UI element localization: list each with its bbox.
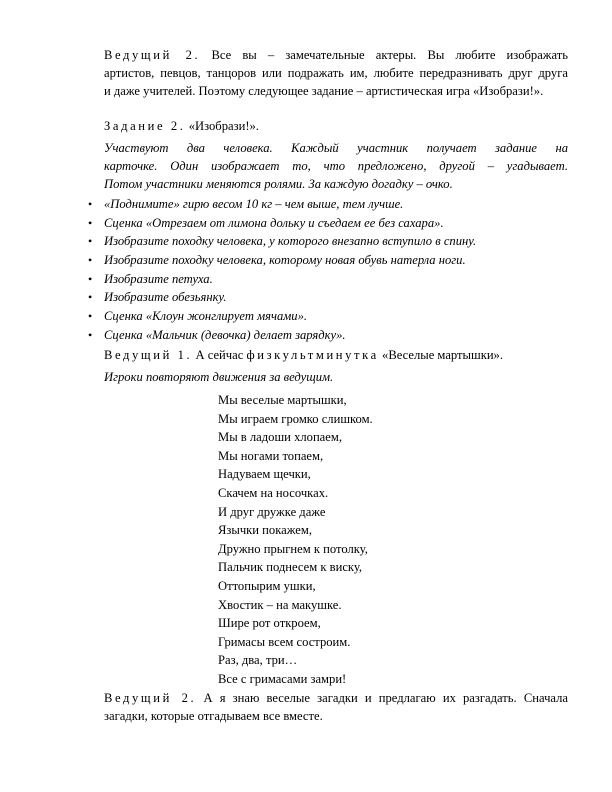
bullet-marker: • [88,215,93,230]
task-list [85,195,568,345]
poem-line: Дружно прыгнем к потолку, [218,541,368,556]
paragraph-host1-warmup: Ведущий 1. А сейчас физкультминутка «Веселые мартышки». [104,348,504,362]
bullet-marker: • [88,253,93,268]
list-item: • Изобразите походку человека, которому новая обувь натерла ноги. [88,253,466,268]
speaker-label: Ведущий 2. [104,691,197,705]
text-line: А я знаю веселые загадки и предлагаю их разгадать. Сначала [203,691,568,705]
list-item: • Сценка «Мальчик (девочка) делает зарядку». [88,327,346,342]
poem-line: Мы играем громко слишком. [218,411,373,426]
list-item: • Изобразите петуха. [88,271,213,286]
speaker-label: Ведущий 2. [104,48,201,62]
speaker-label: Ведущий 1. [104,348,193,362]
poem-line: Пальчик поднесем к виску, [218,560,363,575]
text-line: артистов, певцов, танцоров или подражать им, любите передразнивать друг друга [104,66,568,80]
text-line: Все вы – замечательные актеры. Вы любите изображать [211,48,568,62]
bullet-marker: • [88,197,93,211]
poem-line: Гримасы всем состроим. [218,634,351,649]
text-line: карточке. Один изображает то, что предложено, другой – угадывает. [104,159,568,173]
poem-line: И друг дружке даже [218,504,326,519]
text-line: загадки, которые отгадываем все вместе. [104,709,323,723]
text-line: и даже учителей. Поэтому следующее задание – артистическая игра «Изобрази!». [104,84,544,98]
poem-line: Мы ногами топаем, [218,448,324,463]
poem-line: Надуваем щечки, [218,467,311,482]
poem-line: Скачем на носочках. [218,485,329,500]
poem-line: Язычки покажем, [218,523,312,538]
poem-line: Мы веселые мартышки, [218,393,347,407]
bullet-marker: • [88,234,93,249]
list-item: • Изобразите обезьянку. [88,290,227,305]
list-item: • Изобразите походку человека, у которого внезапно вступило в спину. [88,234,477,249]
text-line: Потом участники меняются ролями. За каждую догадку – очко. [104,177,453,191]
paragraph-host2-riddles [85,689,568,725]
poem-line: Все с гримасами замри! [218,671,347,686]
bullet-marker: • [88,327,93,342]
poem-line: Шире рот откроем, [218,616,321,631]
bullet-marker: • [88,290,93,305]
list-item: • «Поднимите» гирю весом 10 кг – чем выше, тем лучше. [88,197,404,211]
task-title: «Изобрази!». [188,119,259,133]
list-item: • Сценка «Отрезаем от лимона дольку и съедаем ее без сахара». [88,215,444,230]
poem-line: Мы в ладоши хлопаем, [218,430,342,445]
task-heading [85,117,568,135]
paragraph-host2-intro [85,46,568,100]
poem-line: Хвостик – на макушке. [218,597,342,612]
poem-line: Оттопырим ушки, [218,578,316,593]
poem [218,391,373,689]
task-label: Задание 2. [104,119,186,133]
bullet-marker: • [88,271,93,286]
emphasized-word: физкультминутка [246,348,379,362]
paragraph-instruction: Игроки повторяют движения за ведущим. [104,370,334,384]
list-item: • Сценка «Клоун жонглирует мячами». [88,309,308,324]
bullet-marker: • [88,309,93,324]
poem-line: Раз, два, три… [218,653,298,668]
paragraph-rules [85,139,568,193]
text-line: Участвуют два человека. Каждый участник получает задание на [104,141,568,155]
